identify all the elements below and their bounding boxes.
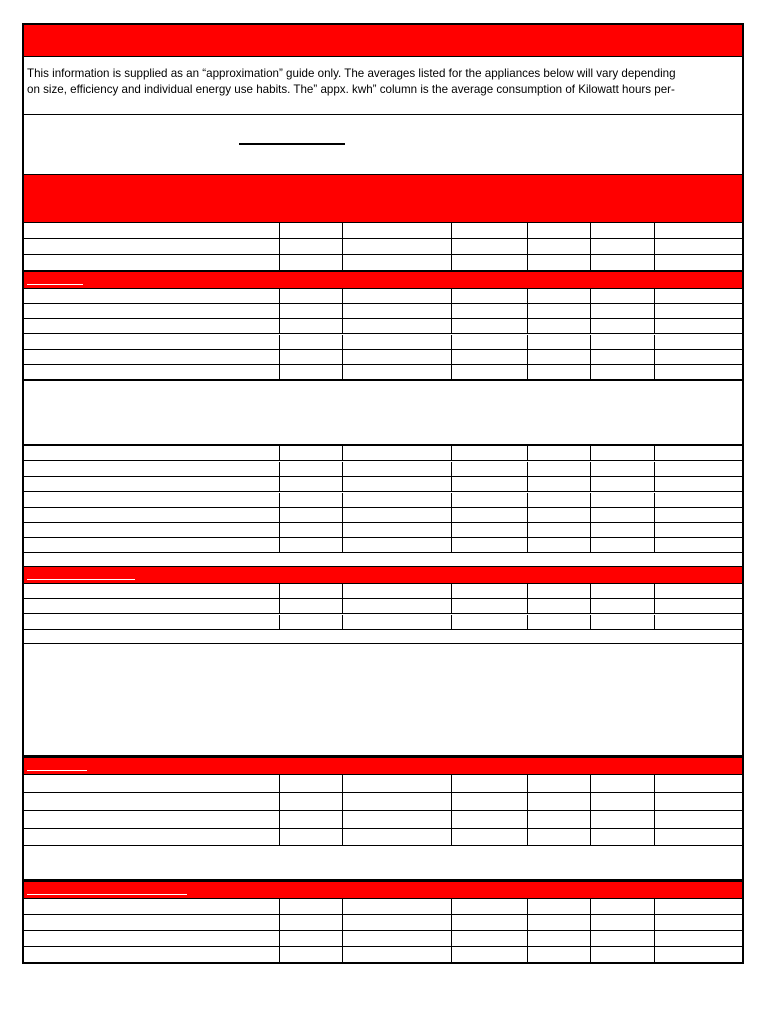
column-divider bbox=[654, 319, 655, 333]
table-row bbox=[24, 508, 742, 523]
column-divider bbox=[590, 350, 591, 364]
section-heading-underline bbox=[27, 284, 83, 285]
column-divider bbox=[451, 255, 452, 270]
column-divider bbox=[527, 829, 528, 846]
column-divider bbox=[451, 335, 452, 349]
column-divider bbox=[342, 811, 343, 828]
column-divider bbox=[342, 793, 343, 810]
column-divider bbox=[279, 335, 280, 349]
column-divider bbox=[279, 255, 280, 270]
column-divider bbox=[527, 523, 528, 537]
column-divider bbox=[342, 477, 343, 491]
column-divider bbox=[527, 508, 528, 522]
column-divider bbox=[590, 947, 591, 962]
column-divider bbox=[654, 239, 655, 254]
column-divider bbox=[451, 811, 452, 828]
column-divider bbox=[279, 239, 280, 254]
column-divider bbox=[279, 289, 280, 303]
section-heading-bar-4 bbox=[24, 881, 742, 899]
column-divider bbox=[342, 319, 343, 333]
column-divider bbox=[590, 493, 591, 507]
column-divider bbox=[451, 599, 452, 613]
column-divider bbox=[279, 304, 280, 318]
column-divider bbox=[654, 829, 655, 846]
column-divider bbox=[590, 223, 591, 238]
column-divider bbox=[590, 239, 591, 254]
column-divider bbox=[342, 350, 343, 364]
section-heading-bar-2 bbox=[24, 566, 742, 584]
section-heading-bar-3 bbox=[24, 757, 742, 775]
column-divider bbox=[342, 289, 343, 303]
column-divider bbox=[590, 931, 591, 946]
table-row bbox=[24, 931, 742, 947]
column-divider bbox=[451, 947, 452, 962]
column-divider bbox=[279, 829, 280, 846]
column-divider bbox=[590, 584, 591, 598]
column-divider bbox=[279, 523, 280, 537]
column-divider bbox=[590, 335, 591, 349]
table-row bbox=[24, 223, 742, 239]
table-row bbox=[24, 947, 742, 963]
column-divider bbox=[342, 615, 343, 629]
column-divider bbox=[451, 523, 452, 537]
column-divider bbox=[279, 319, 280, 333]
column-divider bbox=[279, 599, 280, 613]
table-row bbox=[24, 350, 742, 365]
column-divider bbox=[279, 915, 280, 930]
column-divider bbox=[527, 335, 528, 349]
column-divider bbox=[527, 599, 528, 613]
column-divider bbox=[590, 615, 591, 629]
column-divider bbox=[279, 947, 280, 962]
column-divider bbox=[279, 584, 280, 598]
table-row bbox=[24, 304, 742, 319]
table-row bbox=[24, 255, 742, 271]
appliance-energy-worksheet bbox=[22, 23, 744, 964]
section-heading-bar-1 bbox=[24, 271, 742, 289]
section-heading-underline bbox=[27, 770, 87, 771]
table-row bbox=[24, 335, 742, 350]
column-divider bbox=[654, 304, 655, 318]
table-row bbox=[24, 523, 742, 538]
column-divider bbox=[654, 462, 655, 476]
table-row bbox=[24, 599, 742, 614]
column-divider bbox=[590, 255, 591, 270]
signature-line bbox=[239, 143, 345, 145]
column-divider bbox=[451, 775, 452, 792]
column-divider bbox=[590, 477, 591, 491]
column-divider bbox=[279, 365, 280, 379]
column-divider bbox=[342, 446, 343, 460]
column-divider bbox=[342, 947, 343, 962]
column-divider bbox=[654, 793, 655, 810]
column-divider bbox=[527, 462, 528, 476]
column-divider bbox=[527, 304, 528, 318]
column-divider bbox=[590, 446, 591, 460]
column-divider bbox=[279, 508, 280, 522]
column-divider bbox=[654, 365, 655, 379]
column-divider bbox=[590, 319, 591, 333]
column-divider bbox=[342, 584, 343, 598]
column-divider bbox=[342, 775, 343, 792]
column-divider bbox=[527, 915, 528, 930]
column-divider bbox=[451, 931, 452, 946]
column-divider bbox=[654, 508, 655, 522]
column-divider bbox=[590, 811, 591, 828]
column-divider bbox=[654, 947, 655, 962]
column-divider bbox=[279, 223, 280, 238]
table-row bbox=[24, 899, 742, 915]
table-row bbox=[24, 462, 742, 477]
column-divider bbox=[279, 811, 280, 828]
column-divider bbox=[654, 538, 655, 552]
column-divider bbox=[451, 615, 452, 629]
column-divider bbox=[654, 584, 655, 598]
column-divider bbox=[451, 584, 452, 598]
column-divider bbox=[527, 319, 528, 333]
column-divider bbox=[527, 477, 528, 491]
column-divider bbox=[451, 899, 452, 914]
column-divider bbox=[451, 462, 452, 476]
column-divider bbox=[654, 811, 655, 828]
column-divider bbox=[654, 899, 655, 914]
column-divider bbox=[527, 947, 528, 962]
column-divider bbox=[654, 255, 655, 270]
column-divider bbox=[654, 350, 655, 364]
column-divider bbox=[527, 615, 528, 629]
column-divider bbox=[342, 493, 343, 507]
table-row bbox=[24, 239, 742, 255]
column-divider bbox=[451, 477, 452, 491]
column-divider bbox=[590, 915, 591, 930]
column-divider bbox=[342, 508, 343, 522]
column-divider bbox=[654, 477, 655, 491]
column-divider bbox=[527, 446, 528, 460]
table-row bbox=[24, 793, 742, 811]
column-divider bbox=[342, 829, 343, 846]
column-divider bbox=[527, 350, 528, 364]
column-divider bbox=[279, 931, 280, 946]
column-header-bar bbox=[24, 174, 742, 223]
column-divider bbox=[451, 319, 452, 333]
table-row bbox=[24, 477, 742, 492]
column-divider bbox=[451, 446, 452, 460]
column-divider bbox=[527, 899, 528, 914]
column-divider bbox=[590, 793, 591, 810]
column-divider bbox=[527, 365, 528, 379]
title-bar bbox=[24, 25, 742, 57]
notes-area-1 bbox=[24, 380, 742, 446]
column-divider bbox=[451, 223, 452, 238]
column-divider bbox=[342, 239, 343, 254]
column-divider bbox=[527, 775, 528, 792]
column-divider bbox=[527, 584, 528, 598]
column-divider bbox=[590, 829, 591, 846]
table-row bbox=[24, 584, 742, 599]
column-divider bbox=[527, 811, 528, 828]
column-divider bbox=[590, 899, 591, 914]
column-divider bbox=[590, 289, 591, 303]
table-row bbox=[24, 915, 742, 931]
column-divider bbox=[342, 538, 343, 552]
column-divider bbox=[590, 538, 591, 552]
column-divider bbox=[590, 462, 591, 476]
column-divider bbox=[654, 493, 655, 507]
column-divider bbox=[527, 538, 528, 552]
column-divider bbox=[451, 350, 452, 364]
notes-area-2 bbox=[24, 643, 742, 757]
column-divider bbox=[342, 899, 343, 914]
column-divider bbox=[279, 462, 280, 476]
column-divider bbox=[654, 931, 655, 946]
column-divider bbox=[342, 915, 343, 930]
column-divider bbox=[342, 365, 343, 379]
column-divider bbox=[279, 538, 280, 552]
section-heading-underline bbox=[27, 894, 187, 895]
table-row bbox=[24, 775, 742, 793]
table-row bbox=[24, 493, 742, 508]
column-divider bbox=[342, 599, 343, 613]
column-divider bbox=[342, 931, 343, 946]
column-divider bbox=[342, 304, 343, 318]
column-divider bbox=[590, 304, 591, 318]
column-divider bbox=[342, 523, 343, 537]
column-divider bbox=[279, 477, 280, 491]
column-divider bbox=[451, 365, 452, 379]
notes-area-3 bbox=[24, 845, 742, 881]
column-divider bbox=[279, 493, 280, 507]
column-divider bbox=[527, 289, 528, 303]
column-divider bbox=[654, 915, 655, 930]
column-divider bbox=[654, 523, 655, 537]
disclaimer-line-2: on size, efficiency and individual energy use habits. The” appx. kwh” column is the average consumption of Kilowatt hours per- bbox=[27, 83, 675, 96]
column-divider bbox=[451, 538, 452, 552]
column-divider bbox=[451, 793, 452, 810]
column-divider bbox=[279, 775, 280, 792]
column-divider bbox=[342, 223, 343, 238]
column-divider bbox=[451, 829, 452, 846]
column-divider bbox=[527, 255, 528, 270]
column-divider bbox=[527, 239, 528, 254]
column-divider bbox=[590, 508, 591, 522]
column-divider bbox=[527, 223, 528, 238]
column-divider bbox=[451, 304, 452, 318]
column-divider bbox=[279, 899, 280, 914]
table-row bbox=[24, 615, 742, 630]
section-heading-underline bbox=[27, 579, 135, 580]
column-divider bbox=[590, 523, 591, 537]
column-divider bbox=[654, 223, 655, 238]
column-divider bbox=[279, 350, 280, 364]
column-divider bbox=[342, 335, 343, 349]
column-divider bbox=[342, 255, 343, 270]
column-divider bbox=[527, 493, 528, 507]
column-divider bbox=[451, 915, 452, 930]
column-divider bbox=[279, 446, 280, 460]
column-divider bbox=[451, 289, 452, 303]
column-divider bbox=[451, 508, 452, 522]
table-row bbox=[24, 319, 742, 334]
column-divider bbox=[654, 335, 655, 349]
table-row bbox=[24, 365, 742, 380]
column-divider bbox=[342, 462, 343, 476]
column-divider bbox=[279, 793, 280, 810]
table-row bbox=[24, 289, 742, 304]
table-row bbox=[24, 538, 742, 553]
column-divider bbox=[451, 493, 452, 507]
column-divider bbox=[527, 793, 528, 810]
disclaimer-line-1: This information is supplied as an “approximation” guide only. The averages listed for the appliances below will vary depending bbox=[27, 67, 676, 80]
column-divider bbox=[279, 615, 280, 629]
column-divider bbox=[451, 239, 452, 254]
column-divider bbox=[590, 599, 591, 613]
column-divider bbox=[654, 775, 655, 792]
table-row bbox=[24, 446, 742, 461]
disclaimer-text bbox=[24, 57, 742, 115]
column-divider bbox=[527, 931, 528, 946]
column-divider bbox=[590, 775, 591, 792]
column-divider bbox=[590, 365, 591, 379]
column-divider bbox=[654, 446, 655, 460]
table-row bbox=[24, 811, 742, 829]
column-divider bbox=[654, 599, 655, 613]
column-divider bbox=[654, 615, 655, 629]
column-divider bbox=[654, 289, 655, 303]
